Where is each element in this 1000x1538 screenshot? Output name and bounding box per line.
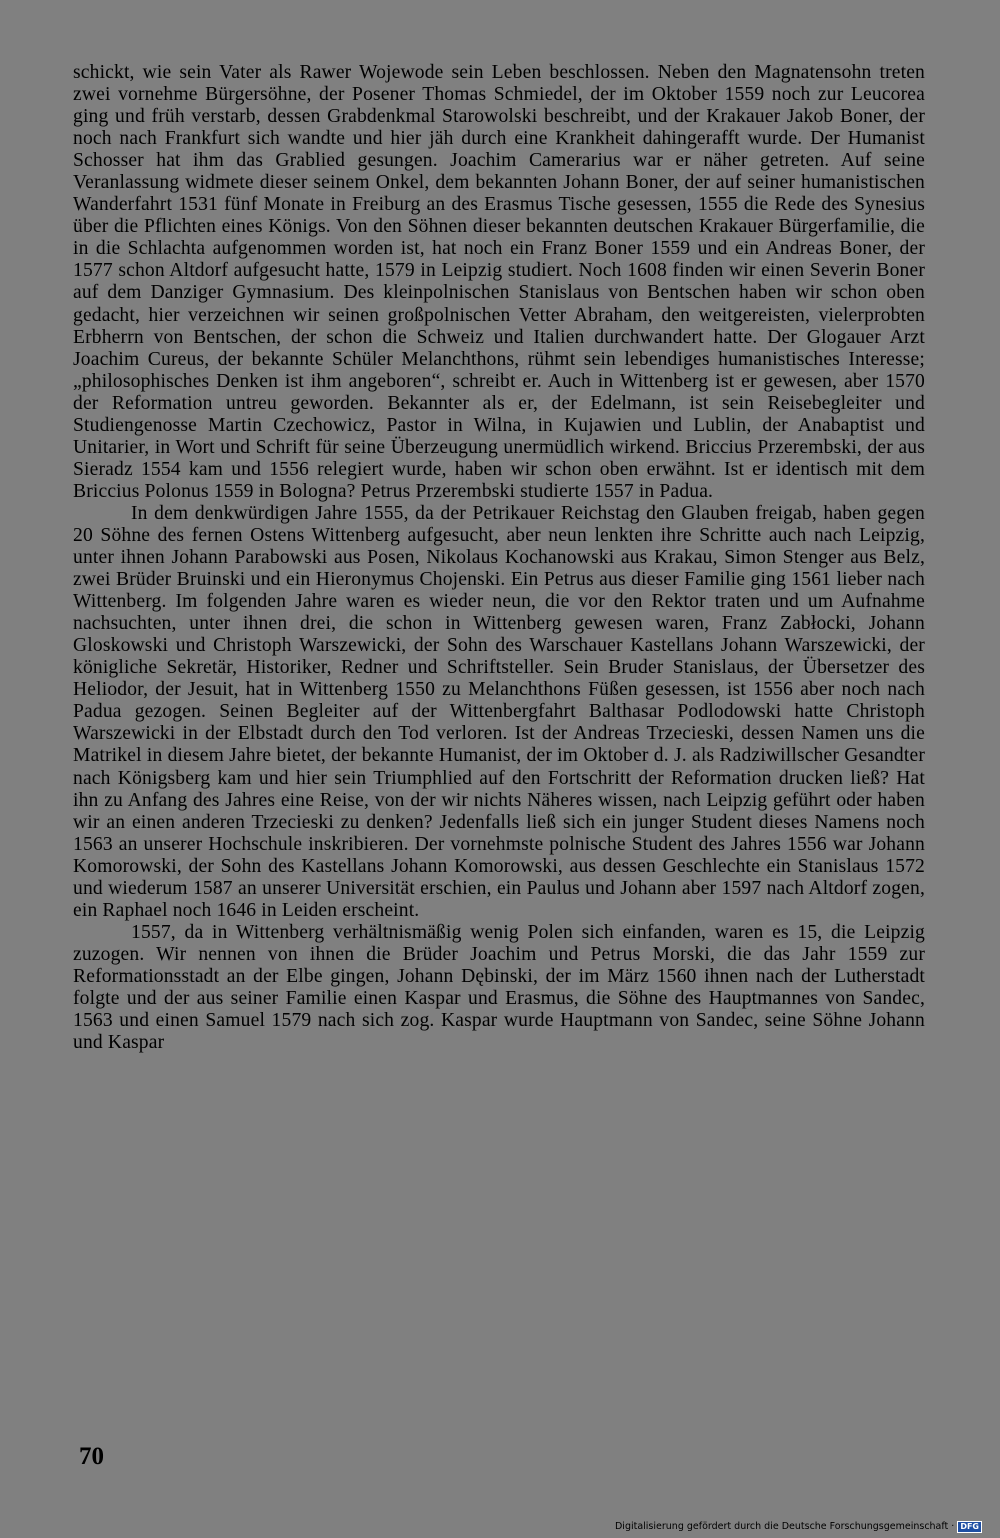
- paragraph-1: schickt, wie sein Vater als Rawer Wojewode sein Leben beschlossen. Neben den Magnatensohn treten zwei vornehme Bürgersöhne, der Posener Thomas Schmiedel, der im Oktober 1559 noch zur Leucorea ging und früh verstarb, dessen Grabdenkmal Starowolski beschreibt, und der Krakauer Jakob Boner, der noch nach Frankfurt sich wandte und hier jäh durch eine Krankheit dahingerafft wurde. Der Humanist Schosser hat ihm das Grablied gesungen. Joachim Camerarius war er näher getreten. Auf seine Veranlassung widmete dieser seinem Onkel, dem bekannten Johann Boner, der auf seiner humanistischen Wanderfahrt 1531 fünf Monate in Freiburg an des Erasmus Tische gesessen, 1555 die Rede des Synesius über die Pflichten eines Königs. Von den Söhnen dieser bekannten deutschen Krakauer Bürgerfamilie, die in die Schlachta aufgenommen worden ist, hat noch ein Franz Boner 1559 und ein Andreas Boner, der 1577 schon Altdorf aufgesucht hatte, 1579 in Leipzig studiert. Noch 1608 finden wir einen Severin Boner auf dem Danziger Gymnasium. Des kleinpolnischen Stanislaus von Bentschen haben wir schon oben gedacht, hier verzeichnen wir seinen großpolnischen Vetter Abraham, den weitgereisten, vielerprobten Erbherrn von Bentschen, der schon die Schweiz und Italien durchwandert hatte. Der Glogauer Arzt Joachim Cureus, der bekannte Schüler Melanchthons, rühmt sein lebendiges humanistisches Interesse; „philosophisches Denken ist ihm angeboren“, schreibt er. Auch in Wittenberg ist er gewesen, aber 1570 der Reformation untreu geworden. Bekannter als er, der Edelmann, ist sein Reisebegleiter und Studiengenosse Martin Czechowicz, Pastor in Wilna, in Kujawien und Lublin, der Anabaptist und Unitarier, in Wort und Schrift für seine Überzeugung unermüdlich wirkend. Briccius Przerembski, der aus Sieradz 1554 kam und 1556 relegiert wurde, haben wir schon oben erwähnt. Ist er identisch mit dem Briccius Polonus 1559 in Bologna? Petrus Przerembski studierte 1557 in Padua.: [73, 62, 925, 502]
- paragraph-3: 1557, da in Wittenberg verhältnismäßig wenig Polen sich einfanden, waren es 15, die Leipzig zuzogen. Wir nennen von ihnen die Brüder Joachim und Petrus Morski, die das Jahr 1559 zur Reformationsstadt an der Elbe gingen, Johann Dębinski, der im März 1560 ihnen nach der Lutherstadt folgte und der aus seiner Familie einen Kaspar und Erasmus, die Söhne des Hauptmannes von Sandec, 1563 und einen Samuel 1579 nach sich zog. Kaspar wurde Hauptmann von Sandec, seine Söhne Johann und Kaspar: [73, 921, 925, 1054]
- credit-text: Digitalisierung gefördert durch die Deutsche Forschungsgemeinschaft ·: [614, 1521, 955, 1532]
- page-number: 70: [79, 1443, 104, 1470]
- paragraph-2: In dem denkwürdigen Jahre 1555, da der Petrikauer Reichstag den Glauben freigab, haben gegen 20 Söhne des fernen Ostens Wittenberg aufgesucht, aber neun lenkten ihre Schritte auch nach Leipzig, unter ihnen Johann Parabowski aus Posen, Nikolaus Kochanowski aus Krakau, Simon Stenger aus Belz, zwei Brüder Bruinski und ein Hieronymus Chojenski. Ein Petrus aus dieser Familie ging 1561 lieber nach Wittenberg. Im folgenden Jahre waren es wieder neun, die vor den Rektor traten und um Aufnahme nachsuchten, unter ihnen drei, die schon in Wittenberg gewesen waren, Franz Zabłocki, Johann Gloskowski und Christoph Warszewicki, der Sohn des Warschauer Kastellans Johann Warszewicki, der königliche Sekretär, Historiker, Redner und Schriftsteller. Sein Bruder Stanislaus, der Übersetzer des Heliodor, der Jesuit, hat in Wittenberg 1550 zu Melanchthons Füßen gesessen, ist 1556 aber noch nach Padua gezogen. Seinen Begleiter auf der Wittenbergfahrt Balthasar Podlodowski hatte Christoph Warszewicki in der Elbstadt durch den Tod verloren. Ist der Andreas Trzecieski, dessen Namen uns die Matrikel in diesem Jahre bietet, der bekannte Humanist, der im Oktober d. J. als Radziwillscher Gesandter nach Königsberg kam und hier sein Triumphlied auf den Fortschritt der Reformation drucken ließ? Hat ihn zu Anfang des Jahres eine Reise, von der wir nichts Näheres wissen, nach Leipzig geführt oder haben wir an einen anderen Trzecieski zu denken? Jedenfalls ließ sich ein junger Student dieses Namens noch 1563 an unserer Hochschule inskribieren. Der vornehmste polnische Student des Jahres 1556 war Johann Komorowski, der Sohn des Kastellans Johann Komorowski, aus dessen Geschlechte ein Stanislaus 1572 und wiederum 1587 an unserer Universität erschien, ein Paulus und Johann aber 1597 nach Altdorf zogen, ein Raphael noch 1646 in Leiden erscheint.: [73, 502, 925, 921]
- dfg-logo: DFG: [957, 1521, 982, 1533]
- body-text: [73, 62, 925, 1054]
- digitization-credit: [615, 1521, 982, 1533]
